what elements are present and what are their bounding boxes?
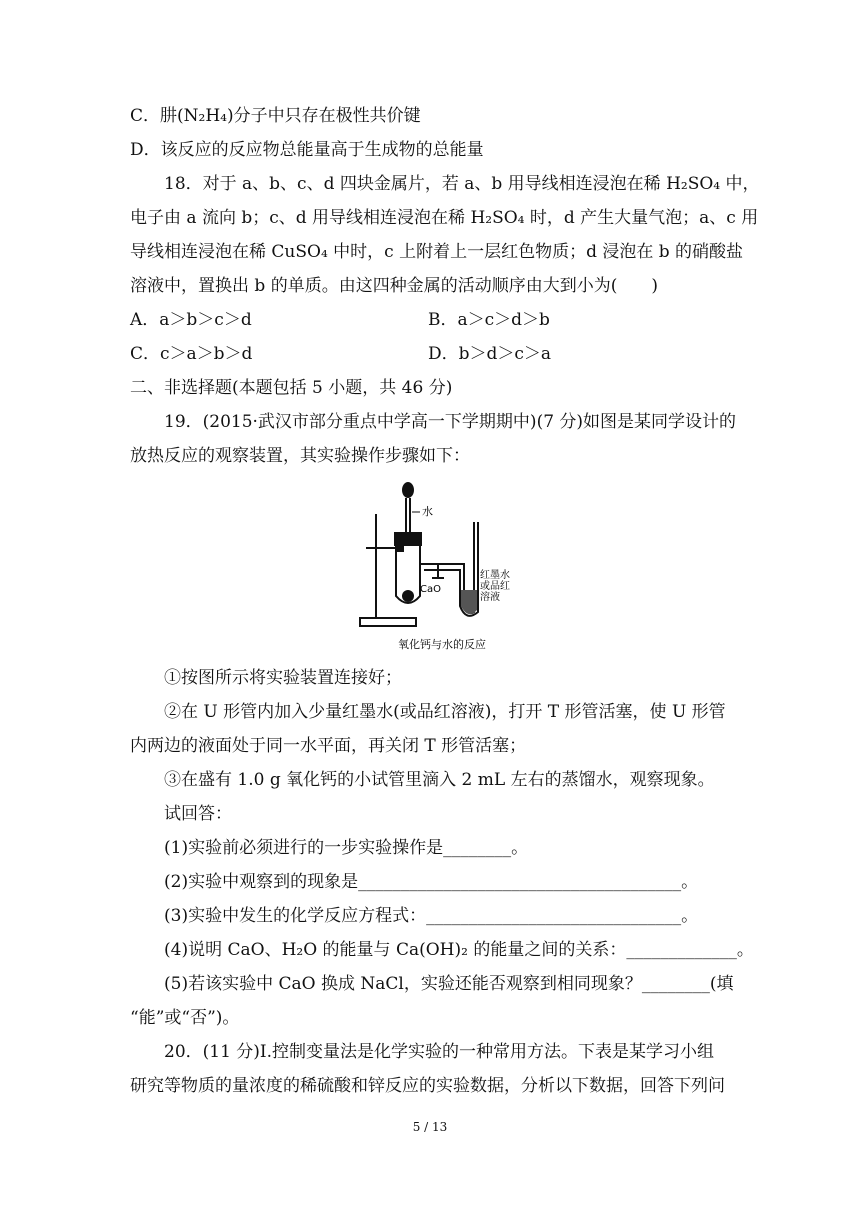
red-ink-liquid <box>461 590 477 614</box>
question-18-line2: 电子由 a 流向 b；c、d 用导线相连浸泡在稀 H₂SO₄ 时，d 产生大量气泡；a、c 用 <box>130 208 759 228</box>
sub-question-3: (3)实验中发生的化学反应方程式：______________________________。 <box>164 906 699 926</box>
question-19-line2: 放热反应的观察装置，其实验操作步骤如下： <box>130 446 470 466</box>
step-3: ③在盛有 1.0 g 氧化钙的小试管里滴入 2 mL 左右的蒸馏水，观察现象。 <box>164 770 715 790</box>
question-18-line1: 18．对于 a、b、c、d 四块金属片，若 a、b 用导线相连浸泡在稀 H₂SO₄ 中， <box>164 174 760 194</box>
sub-question-5-line1: (5)若该实验中 CaO 换成 NaCl，实验还能否观察到相同现象？________(填 <box>164 974 734 994</box>
label-cao: CaO <box>420 584 441 595</box>
question-19-line1: 19．(2015·武汉市部分重点中学高一下学期期中)(7 分)如图是某同学设计的 <box>164 412 737 432</box>
cao-solid <box>402 590 414 602</box>
figure-caption: 氧化钙与水的反应 <box>398 638 486 651</box>
answer-prompt: 试回答： <box>164 804 232 824</box>
dropper-bulb <box>402 482 414 498</box>
stand-base <box>360 618 416 626</box>
apparatus-figure <box>352 478 532 658</box>
step-2-line2: 内两边的液面处于同一水平面，再关闭 T 形管活塞； <box>130 736 527 756</box>
page-number: 5 / 13 <box>412 1120 448 1134</box>
step-1: ①按图所示将实验装置连接好； <box>164 668 402 688</box>
sub-question-5-line2: “能”或“否”)。 <box>130 1008 240 1028</box>
option-b-18: B．a＞c＞d＞b <box>428 310 550 330</box>
option-c-18: C．c＞a＞b＞d <box>130 344 253 364</box>
option-a-18: A．a＞b＞c＞d <box>130 310 252 330</box>
question-18-line3: 导线相连浸泡在稀 CuSO₄ 中时，c 上附着上一层红色物质；d 浸泡在 b 的硝酸盐 <box>130 242 744 262</box>
sub-question-2: (2)实验中观察到的现象是______________________________________。 <box>164 872 699 892</box>
label-water: 水 <box>422 505 433 518</box>
section-heading: 二、非选择题(本题包括 5 小题，共 46 分) <box>130 378 453 398</box>
option-d-18: D．b＞d＞c＞a <box>428 344 552 364</box>
stopper <box>394 532 422 546</box>
option-c-17: C．肼(N₂H₄)分子中只存在极性共价键 <box>130 106 421 126</box>
question-20-line2: 研究等物质的量浓度的稀硫酸和锌反应的实验数据，分析以下数据，回答下列问 <box>130 1076 725 1096</box>
step-2-line1: ②在 U 形管内加入少量红墨水(或品红溶液)，打开 T 形管活塞，使 U 形管 <box>164 702 726 722</box>
label-ink-2: 或品红 <box>480 581 510 592</box>
question-20-line1: 20．(11 分)Ⅰ.控制变量法是化学实验的一种常用方法。下表是某学习小组 <box>164 1042 715 1062</box>
sub-question-1: (1)实验前必须进行的一步实验操作是________。 <box>164 838 529 858</box>
option-d-17: D．该反应的反应物总能量高于生成物的总能量 <box>130 140 484 160</box>
label-ink-3: 溶液 <box>480 592 500 603</box>
sub-question-4: (4)说明 CaO、H₂O 的能量与 Ca(OH)₂ 的能量之间的关系：_____________。 <box>164 940 754 960</box>
label-ink-1: 红墨水 <box>480 570 510 581</box>
question-18-line4: 溶液中，置换出 b 的单质。由这四种金属的活动顺序由大到小为( ) <box>130 276 658 296</box>
